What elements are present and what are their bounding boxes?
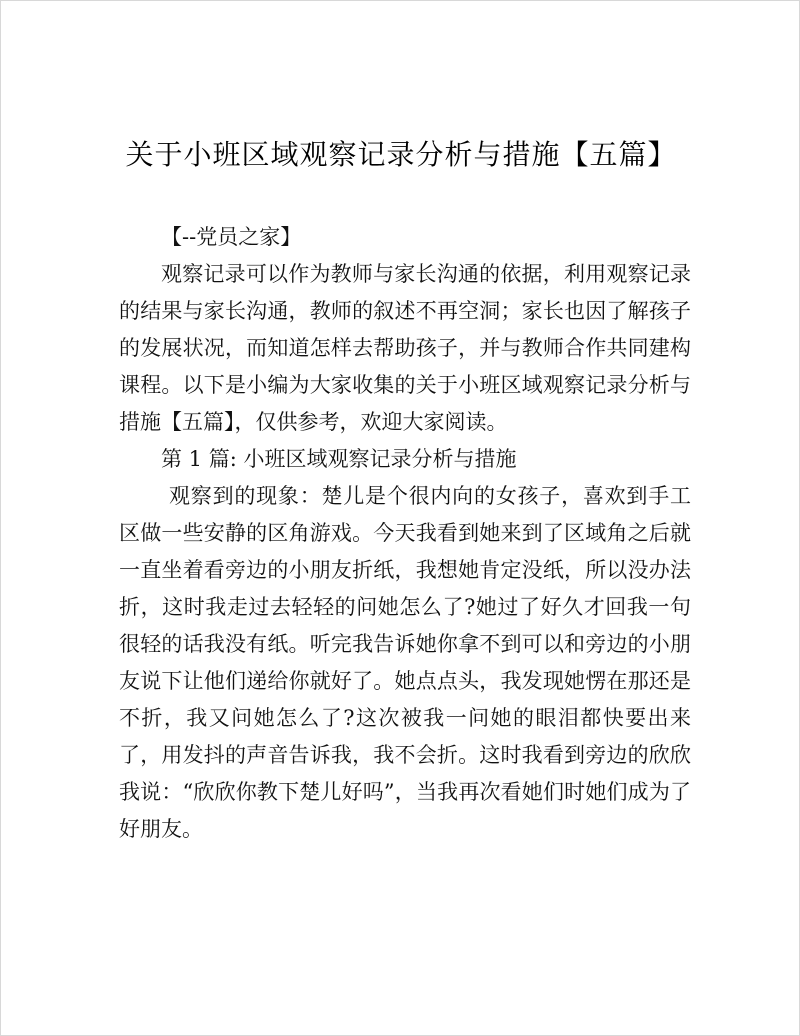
intro-paragraph: 观察记录可以作为教师与家长沟通的依据，利用观察记录的结果与家长沟通，教师的叙述不再空洞；家长也因了解孩子的发展状况，而知道怎样去帮助孩子，并与教师合作共同建构课程。以下是小编为大家收集的关于小班区域观察记录分析与措施【五篇】，仅供参考，欢迎大家阅读。 bbox=[119, 262, 691, 434]
observation-paragraph: 观察到的现象：楚儿是个很内向的女孩子，喜欢到手工区做一些安静的区角游戏。今天我看到她来到了区域角之后就一直坐着看旁边的小朋友折纸，我想她肯定没纸，所以没办法折，这时我走过去轻轻的问她怎么了?她过了好久才回我一句很轻的话我没有纸。听完我告诉她你拿不到可以和旁边的小朋友说下让他们递给你就好了。她点点头，我发现她愣在那还是不折，我又问她怎么了?这次被我一问她的眼泪都快要出来了，用发抖的声音告诉我，我不会折。这时我看到旁边的欣欣我说：“欣欣你教下楚儿好吗”，当我再次看她们时她们成为了好朋友。 bbox=[119, 484, 691, 841]
source-line: 【--党员之家】 bbox=[161, 225, 302, 249]
document-body bbox=[119, 219, 691, 848]
document-title: 关于小班区域观察记录分析与措施【五篇】 bbox=[125, 138, 677, 171]
section-heading: 第 1 篇: 小班区域观察记录分析与措施 bbox=[161, 447, 517, 471]
